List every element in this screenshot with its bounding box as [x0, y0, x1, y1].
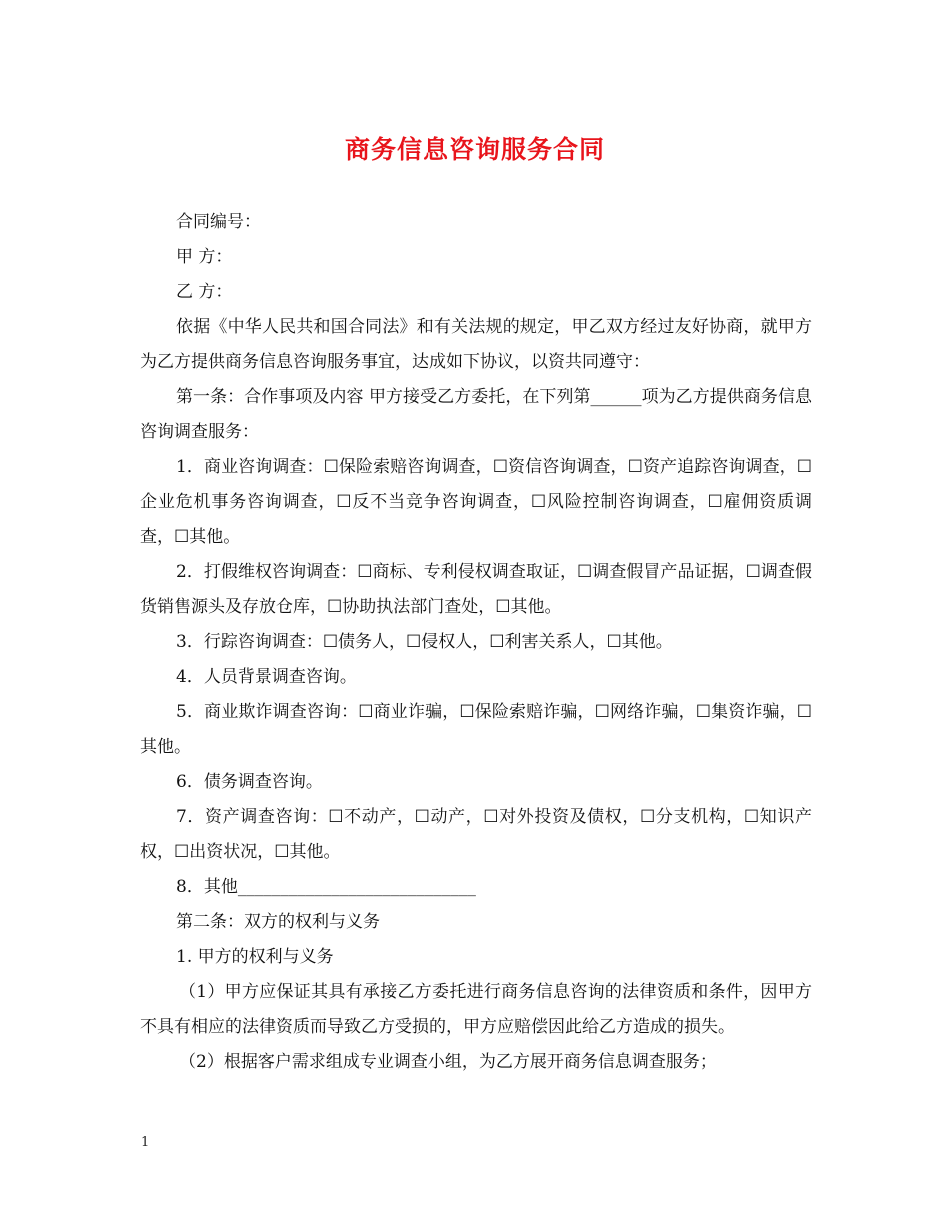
- item-3-paragraph: 3．行踪咨询调查：☐债务人，☐侵权人，☐利害关系人，☐其他。: [176, 632, 673, 652]
- preamble-paragraph: 依据《中华人民共和国合同法》和有关法规的规定，甲乙双方经过友好协商，就甲方为乙方提供商务信息咨询服务事宜，达成如下协议，以资共同遵守：: [140, 317, 812, 372]
- party-a-rights-heading: 1. 甲方的权利与义务: [176, 947, 334, 967]
- item-8-paragraph: 8．其他____________________________: [176, 877, 476, 897]
- document-body: [140, 205, 812, 1080]
- party-b-line: 乙 方：: [176, 282, 233, 302]
- page-number: 1: [141, 1135, 150, 1150]
- document-title: 商务信息咨询服务合同: [344, 135, 605, 164]
- article-2-heading: 第二条：双方的权利与义务: [176, 912, 380, 932]
- item-1-paragraph: 1．商业咨询调查：☐保险索赔咨询调查，☐资信咨询调查，☐资产追踪咨询调查，☐企业危机事务咨询调查，☐反不当竞争咨询调查，☐风险控制咨询调查，☐雇佣资质调查，☐其他。: [140, 457, 812, 547]
- contract-number-line: 合同编号：: [176, 212, 261, 232]
- item-4-paragraph: 4．人员背景调查咨询。: [176, 667, 357, 687]
- article-1-paragraph: 第一条：合作事项及内容 甲方接受乙方委托，在下列第______项为乙方提供商务信息咨询调查服务：: [140, 387, 812, 442]
- clause-1-paragraph: （1）甲方应保证其具有承接乙方委托进行商务信息咨询的法律资质和条件，因甲方不具有相应的法律资质而导致乙方受损的，甲方应赔偿因此给乙方造成的损失。: [140, 982, 812, 1037]
- clause-2-paragraph: （2）根据客户需求组成专业调查小组，为乙方展开商务信息调查服务；: [179, 1052, 717, 1072]
- item-7-paragraph: 7．资产调查咨询：☐不动产，☐动产，☐对外投资及债权，☐分支机构，☐知识产权，☐出资状况，☐其他。: [140, 807, 812, 862]
- item-5-paragraph: 5．商业欺诈调查咨询：☐商业诈骗，☐保险索赔诈骗，☐网络诈骗，☐集资诈骗，☐其他。: [140, 702, 812, 757]
- item-2-paragraph: 2．打假维权咨询调查：☐商标、专利侵权调查取证，☐调查假冒产品证据，☐调查假货销售源头及存放仓库，☐协助执法部门查处，☐其他。: [140, 562, 812, 617]
- party-a-line: 甲 方：: [176, 247, 233, 267]
- item-6-paragraph: 6．债务调查咨询。: [176, 772, 323, 792]
